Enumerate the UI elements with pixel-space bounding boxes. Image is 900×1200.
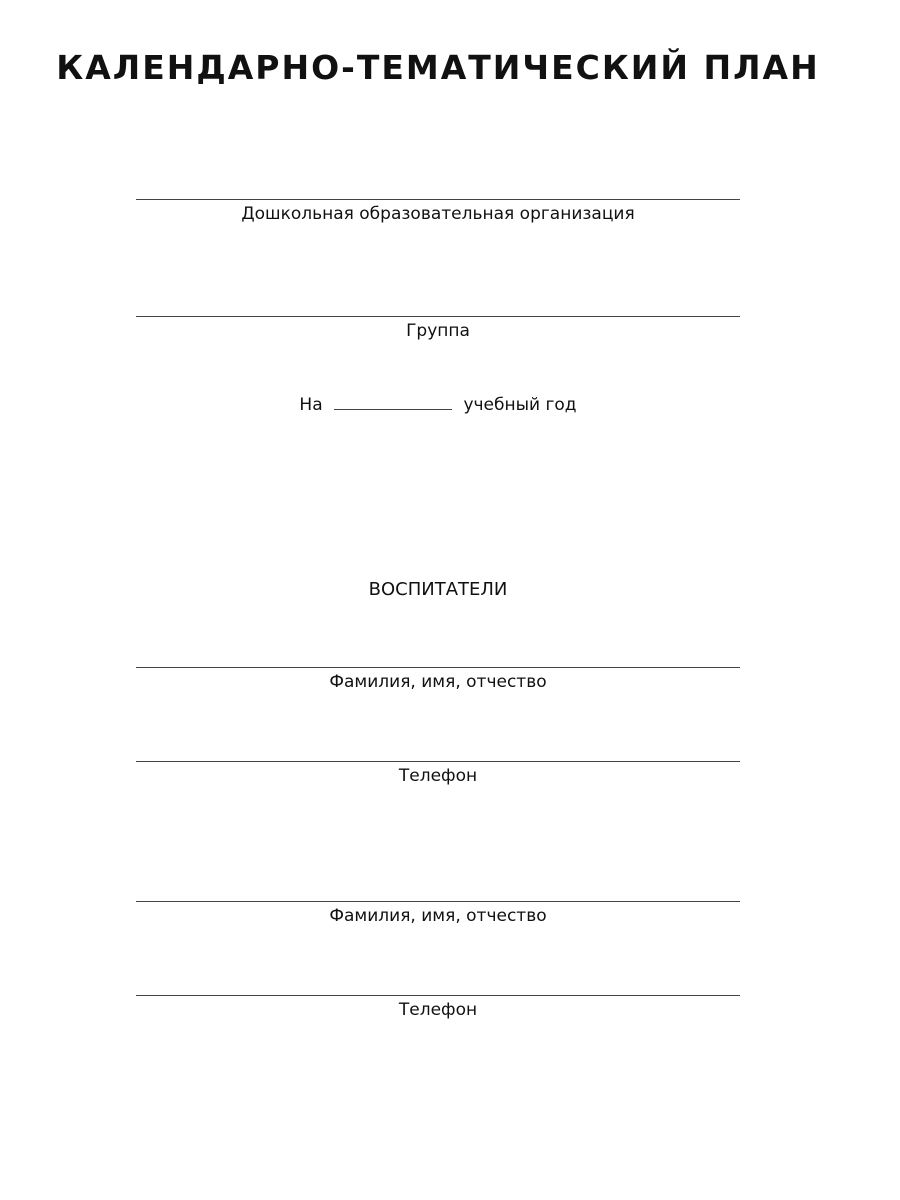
organization-caption: Дошкольная образовательная организация bbox=[241, 204, 635, 224]
educator-2-phone-line[interactable] bbox=[136, 995, 740, 996]
educator-1-phone-field bbox=[136, 761, 740, 787]
academic-year-blank[interactable] bbox=[334, 391, 452, 410]
educator-2-name-caption: Фамилия, имя, отчество bbox=[329, 906, 547, 926]
academic-year-row bbox=[0, 391, 876, 416]
educator-1-name-caption: Фамилия, имя, отчество bbox=[329, 672, 547, 692]
group-field bbox=[136, 316, 740, 342]
educator-2-phone-caption: Телефон bbox=[398, 1000, 478, 1020]
educator-2-name-field bbox=[136, 901, 740, 927]
group-input-line[interactable] bbox=[136, 316, 740, 317]
group-caption: Группа bbox=[406, 321, 470, 341]
educator-2-phone-field bbox=[136, 995, 740, 1021]
academic-year-prefix: На bbox=[299, 395, 323, 415]
educator-1-name-field bbox=[136, 667, 740, 693]
organization-field bbox=[136, 199, 740, 225]
organization-input-line[interactable] bbox=[136, 199, 740, 200]
educator-1-name-line[interactable] bbox=[136, 667, 740, 668]
educator-1-phone-line[interactable] bbox=[136, 761, 740, 762]
academic-year-suffix: учебный год bbox=[463, 395, 577, 415]
educator-1-phone-caption: Телефон bbox=[398, 766, 478, 786]
page-title: КАЛЕНДАРНО-ТЕМАТИЧЕСКИЙ ПЛАН bbox=[56, 48, 820, 87]
educators-heading: ВОСПИТАТЕЛИ bbox=[368, 579, 508, 600]
educator-2-name-line[interactable] bbox=[136, 901, 740, 902]
